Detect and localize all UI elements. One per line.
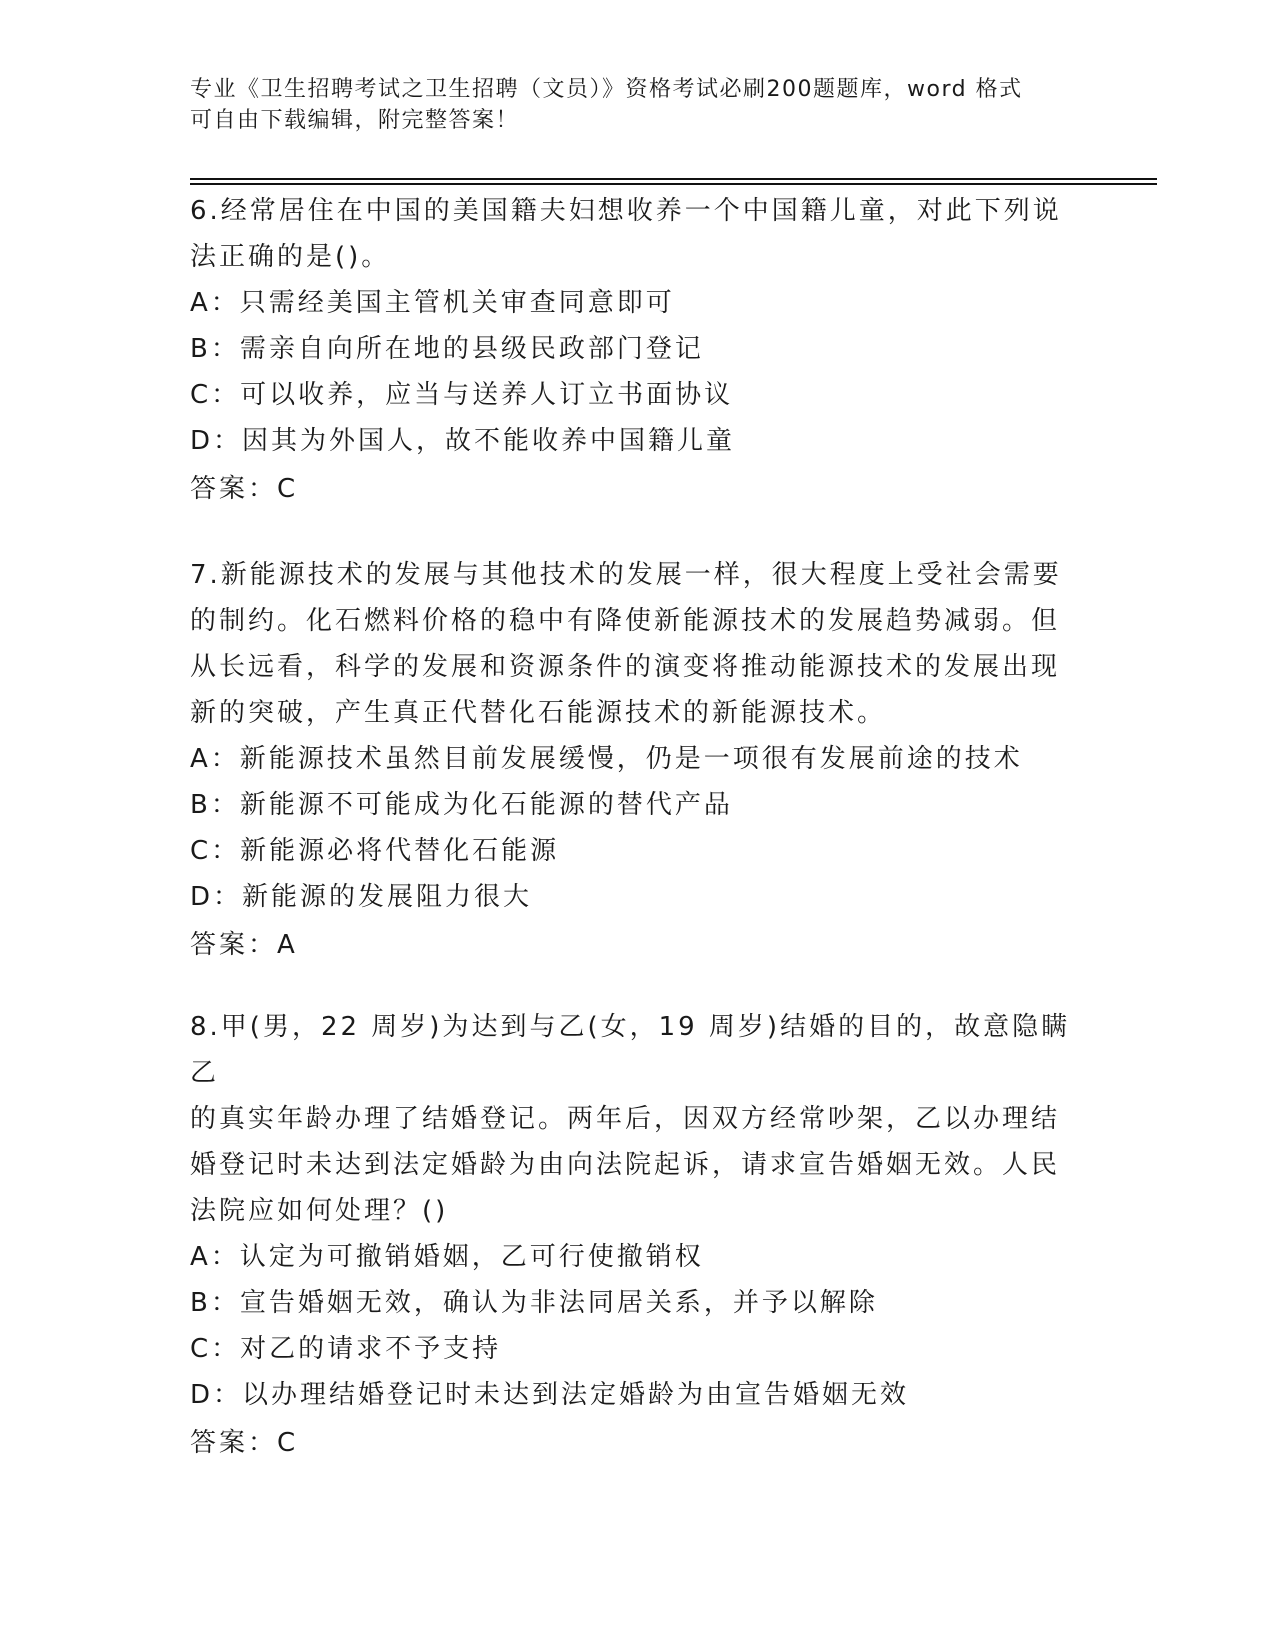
header-line-1: 专业《卫生招聘考试之卫生招聘（文员）》资格考试必刷200题题库，word 格式 (190, 77, 1023, 102)
option-d: D：因其为外国人，故不能收养中国籍儿童 (190, 426, 736, 456)
question-stem (190, 1004, 1090, 1234)
stem-line: 法正确的是()。 (190, 242, 391, 272)
question-6 (190, 188, 1090, 512)
option-a: A：认定为可撤销婚姻，乙可行使撤销权 (190, 1242, 704, 1272)
option-b: B：新能源不可能成为化石能源的替代产品 (190, 790, 733, 820)
document-header (190, 74, 1070, 136)
option-a: A：新能源技术虽然目前发展缓慢，仍是一项很有发展前途的技术 (190, 744, 1023, 774)
stem-line: 的制约。化石燃料价格的稳中有降使新能源技术的发展趋势减弱。但 (190, 606, 1061, 636)
question-8 (190, 1004, 1090, 1466)
option-a: A：只需经美国主管机关审查同意即可 (190, 288, 675, 318)
option-b: B：宣告婚姻无效，确认为非法同居关系，并予以解除 (190, 1288, 878, 1318)
header-divider-bottom (190, 183, 1157, 185)
header-divider-top (190, 178, 1157, 180)
question-stem (190, 188, 1090, 280)
option-c: C：对乙的请求不予支持 (190, 1334, 502, 1364)
answer-line: 答案：C (190, 474, 299, 504)
stem-line: 8.甲(男，22 周岁)为达到与乙(女，19 周岁)结婚的目的，故意隐瞒乙 (190, 1012, 1071, 1088)
stem-line: 的真实年龄办理了结婚登记。两年后，因双方经常吵架，乙以办理结 (190, 1104, 1061, 1134)
option-b: B：需亲自向所在地的县级民政部门登记 (190, 334, 704, 364)
stem-line: 6.经常居住在中国的美国籍夫妇想收养一个中国籍儿童，对此下列说 (190, 196, 1062, 226)
header-line-2: 可自由下载编辑，附完整答案！ (190, 108, 520, 133)
option-c: C：可以收养，应当与送养人订立书面协议 (190, 380, 734, 410)
answer-line: 答案：C (190, 1428, 299, 1458)
stem-line: 新的突破，产生真正代替化石能源技术的新能源技术。 (190, 698, 887, 728)
stem-line: 法院应如何处理？() (190, 1196, 449, 1226)
stem-line: 从长远看，科学的发展和资源条件的演变将推动能源技术的发展出现 (190, 652, 1061, 682)
option-c: C：新能源必将代替化石能源 (190, 836, 560, 866)
answer-line: 答案：A (190, 930, 298, 960)
stem-line: 婚登记时未达到法定婚龄为由向法院起诉，请求宣告婚姻无效。人民 (190, 1150, 1061, 1180)
question-stem (190, 552, 1090, 736)
option-d: D：新能源的发展阻力很大 (190, 882, 533, 912)
option-d: D：以办理结婚登记时未达到法定婚龄为由宣告婚姻无效 (190, 1380, 910, 1410)
question-7 (190, 552, 1090, 968)
stem-line: 7.新能源技术的发展与其他技术的发展一样，很大程度上受社会需要 (190, 560, 1062, 590)
